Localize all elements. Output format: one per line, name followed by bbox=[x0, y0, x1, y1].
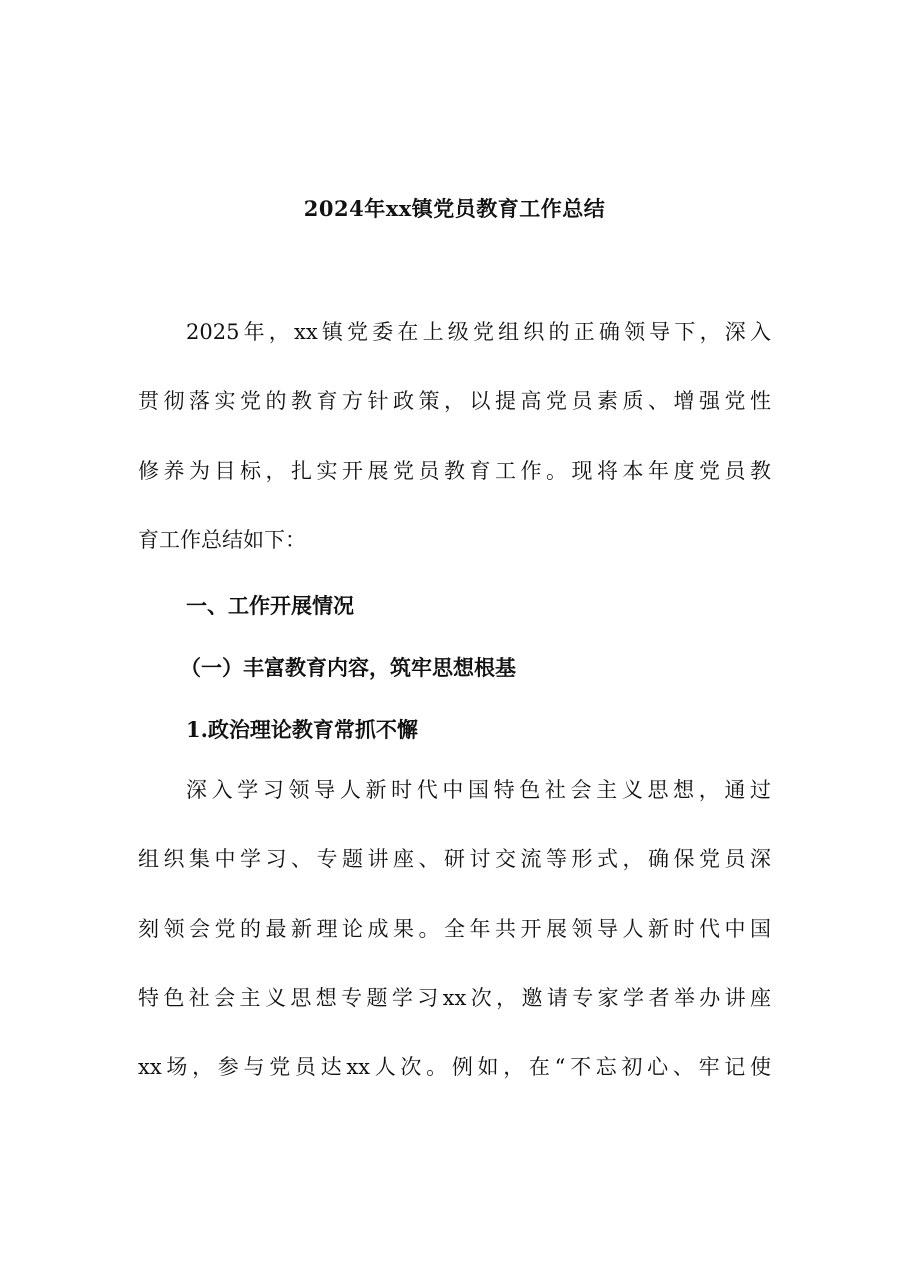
section-heading: 一、工作开展情况 bbox=[186, 593, 354, 618]
body-line-4: 特色社会主义思想专题学习xx次，邀请专家学者举办讲座 bbox=[138, 986, 771, 1010]
body-line-1: 深入学习领导人新时代中国特色社会主义思想，通过 bbox=[186, 778, 771, 802]
intro-line-1: 2025年，xx镇党委在上级党组织的正确领导下，深入 bbox=[186, 320, 771, 344]
subsection-heading: （一）丰富教育内容，筑牢思想根基 bbox=[180, 655, 516, 680]
document-title: 2024年xx镇党员教育工作总结 bbox=[303, 196, 606, 221]
intro-line-2: 贯彻落实党的教育方针政策，以提高党员素质、增强党性 bbox=[138, 389, 771, 413]
intro-line-4: 育工作总结如下： bbox=[138, 528, 306, 552]
intro-line-3: 修养为目标，扎实开展党员教育工作。现将本年度党员教 bbox=[138, 459, 771, 483]
body-line-3: 刻领会党的最新理论成果。全年共开展领导人新时代中国 bbox=[138, 917, 771, 941]
body-line-5: xx场，参与党员达xx人次。例如，在“不忘初心、牢记使 bbox=[138, 1055, 771, 1079]
body-line-2: 组织集中学习、专题讲座、研讨交流等形式，确保党员深 bbox=[138, 847, 771, 871]
item-heading: 1.政治理论教育常抓不懈 bbox=[186, 717, 418, 742]
